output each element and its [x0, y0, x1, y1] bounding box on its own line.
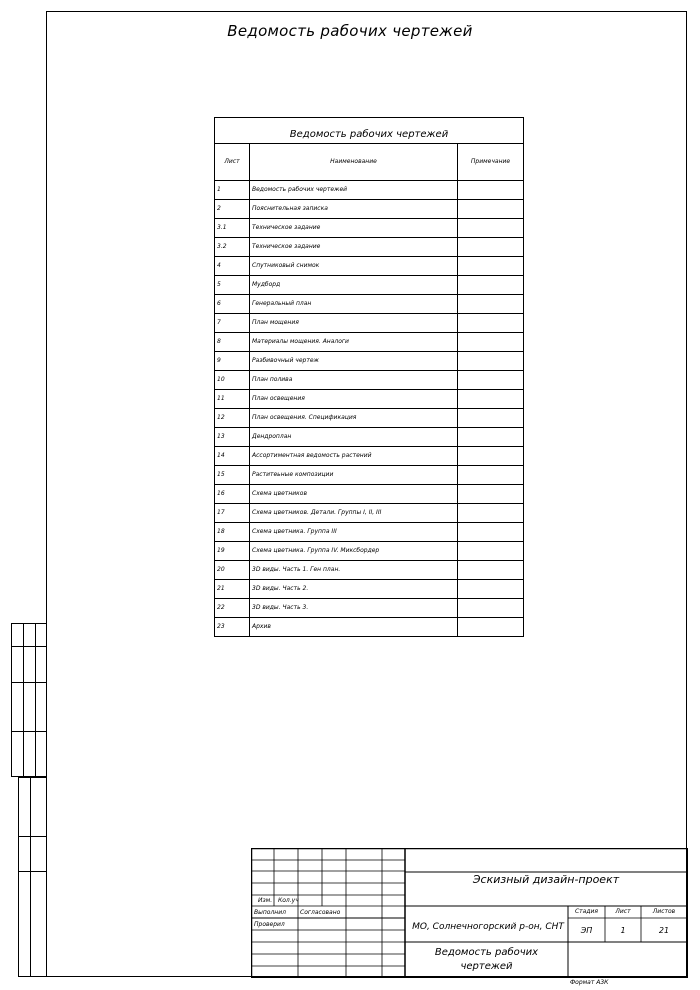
row-note [458, 561, 523, 579]
row-note [458, 447, 523, 465]
row-note [458, 352, 523, 370]
stamp-soglasovano: Согласовано [300, 909, 341, 916]
row-sheet-number: 3.2 [215, 238, 250, 256]
row-sheet-number: 16 [215, 485, 250, 503]
table-row [215, 599, 523, 618]
row-note [458, 542, 523, 560]
stage-label: Стадия [574, 908, 599, 915]
row-note [458, 466, 523, 484]
table-row [215, 428, 523, 447]
left-strip-lower [18, 777, 47, 977]
row-sheet-number: 17 [215, 504, 250, 522]
strip-line [23, 623, 24, 777]
table-row [215, 333, 523, 352]
stamp-vypolnil: Выполнил [254, 909, 286, 916]
row-sheet-number: 21 [215, 580, 250, 598]
row-name: Пояснительная записка [250, 200, 458, 218]
table-row [215, 200, 523, 219]
row-name: Схема цветников. Детали. Группы I, II, III [250, 504, 458, 522]
row-name: 3D виды. Часть 1. Ген план. [250, 561, 458, 579]
row-note [458, 599, 523, 617]
row-note [458, 485, 523, 503]
row-note [458, 314, 523, 332]
page-title: Ведомость рабочих чертежей [227, 22, 473, 40]
project-location: МО, Солнечногорский р-он, СНТ [412, 922, 564, 932]
row-name: Раститеьные композиции [250, 466, 458, 484]
table-row [215, 504, 523, 523]
row-note [458, 276, 523, 294]
table-row [215, 257, 523, 276]
row-note [458, 618, 523, 636]
row-sheet-number: 9 [215, 352, 250, 370]
table-row [215, 390, 523, 409]
row-note [458, 428, 523, 446]
table-row [215, 580, 523, 599]
table-row [215, 276, 523, 295]
row-name: Архив [250, 618, 458, 636]
row-sheet-number: 10 [215, 371, 250, 389]
table-row [215, 485, 523, 504]
row-sheet-number: 2 [215, 200, 250, 218]
sheet-list-rows [215, 181, 523, 636]
table-row [215, 618, 523, 636]
row-name: Техническое задание [250, 238, 458, 256]
row-sheet-number: 1 [215, 181, 250, 199]
row-note [458, 580, 523, 598]
table-row [215, 466, 523, 485]
row-sheet-number: 11 [215, 390, 250, 408]
row-name: Мудборд [250, 276, 458, 294]
row-sheet-number: 4 [215, 257, 250, 275]
row-name: Ассортиментная ведомость растений [250, 447, 458, 465]
table-row [215, 447, 523, 466]
strip-line [11, 682, 47, 683]
stamp-koluch: Кол.уч [278, 897, 299, 904]
row-name: Генеральный план [250, 295, 458, 313]
drawing-title-line2: чертежей [460, 961, 513, 972]
table-row [215, 181, 523, 200]
row-note [458, 257, 523, 275]
row-note [458, 333, 523, 351]
table-row [215, 542, 523, 561]
sheets-label: Листов [652, 908, 676, 915]
row-name: Дендроплан [250, 428, 458, 446]
stage-value: ЭП [580, 926, 593, 935]
strip-line [18, 836, 47, 837]
row-note [458, 238, 523, 256]
row-note [458, 219, 523, 237]
row-name: Техническое задание [250, 219, 458, 237]
table-row [215, 409, 523, 428]
strip-line [11, 646, 47, 647]
sheet-list-table [214, 117, 524, 637]
row-sheet-number: 3.1 [215, 219, 250, 237]
row-sheet-number: 13 [215, 428, 250, 446]
strip-line [30, 777, 31, 977]
row-name: План полива [250, 371, 458, 389]
row-sheet-number: 5 [215, 276, 250, 294]
row-sheet-number: 12 [215, 409, 250, 427]
table-row [215, 371, 523, 390]
stamp-proveril: Проверил [254, 921, 285, 928]
table-row [215, 523, 523, 542]
table-row [215, 561, 523, 580]
row-name: Схема цветника. Группа III [250, 523, 458, 541]
table-row [215, 295, 523, 314]
row-name: Разбивочный чертеж [250, 352, 458, 370]
row-sheet-number: 15 [215, 466, 250, 484]
sheet-label: Лист [615, 908, 631, 915]
stamp-izm: Изм. [258, 897, 273, 904]
row-name: Спутниковый снимок [250, 257, 458, 275]
sheet-list-title: Ведомость рабочих чертежей [215, 118, 523, 144]
row-sheet-number: 18 [215, 523, 250, 541]
row-name: Материалы мощения. Аналоги [250, 333, 458, 351]
row-name: Схема цветника. Группа IV. Миксбордер [250, 542, 458, 560]
strip-line [11, 731, 47, 732]
row-name: План мощения [250, 314, 458, 332]
row-sheet-number: 7 [215, 314, 250, 332]
row-note [458, 371, 523, 389]
row-name: План освещения [250, 390, 458, 408]
row-name: 3D виды. Часть 3. [250, 599, 458, 617]
row-sheet-number: 23 [215, 618, 250, 636]
header-name: Наименование [250, 144, 458, 180]
row-note [458, 409, 523, 427]
row-sheet-number: 14 [215, 447, 250, 465]
row-note [458, 523, 523, 541]
row-note [458, 295, 523, 313]
row-note [458, 504, 523, 522]
row-sheet-number: 22 [215, 599, 250, 617]
row-sheet-number: 19 [215, 542, 250, 560]
header-note: Примечание [470, 158, 511, 165]
drawing-title-line1: Ведомость рабочих [434, 947, 539, 958]
sheet-list-header [215, 144, 523, 181]
row-name: Схема цветников [250, 485, 458, 503]
format-label: Формат А3К [570, 979, 609, 986]
table-row [215, 219, 523, 238]
row-sheet-number: 6 [215, 295, 250, 313]
row-note [458, 200, 523, 218]
strip-line [18, 871, 47, 872]
row-sheet-number: 20 [215, 561, 250, 579]
table-row [215, 238, 523, 257]
row-sheet-number: 8 [215, 333, 250, 351]
sheets-value: 21 [658, 926, 670, 935]
strip-line [35, 623, 36, 777]
row-name: План освещения. Спецификация [250, 409, 458, 427]
row-note [458, 181, 523, 199]
table-row [215, 314, 523, 333]
row-note [458, 390, 523, 408]
row-name: Ведомость рабочих чертежей [250, 181, 458, 199]
project-title: Эскизный дизайн-проект [472, 873, 620, 886]
sheet-value: 1 [620, 926, 626, 935]
header-sheet: Лист [215, 144, 250, 180]
row-name: 3D виды. Часть 2. [250, 580, 458, 598]
table-row [215, 352, 523, 371]
